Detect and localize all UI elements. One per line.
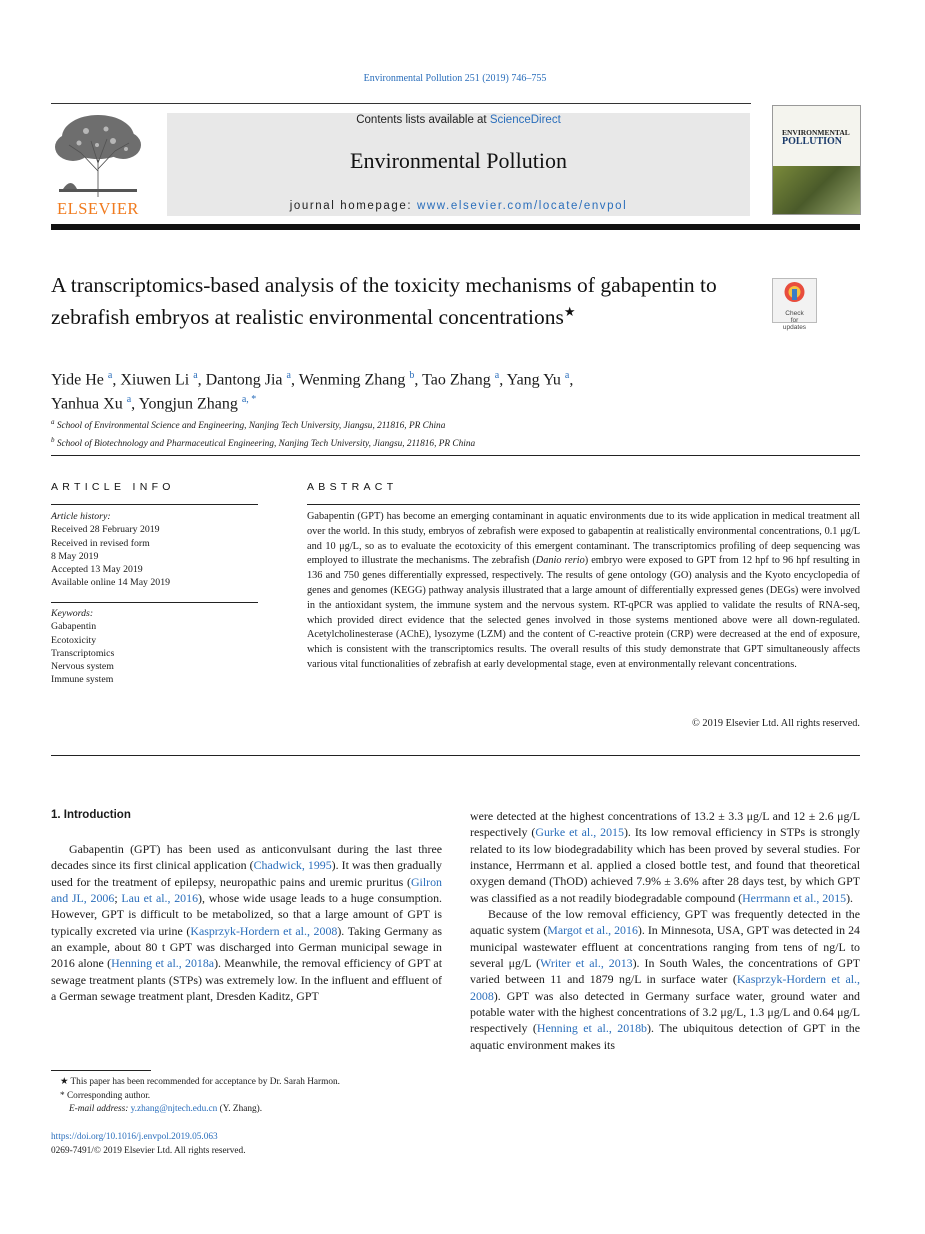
journal-header-banner: [167, 113, 750, 216]
check-for-updates-badge[interactable]: [772, 278, 817, 331]
header-thick-divider: [51, 224, 860, 230]
divider: [51, 755, 860, 756]
sciencedirect-link[interactable]: ScienceDirect: [489, 114, 561, 126]
header-divider: [51, 103, 751, 104]
author-affiliation-mark[interactable]: a: [193, 370, 198, 381]
homepage-prefix: journal homepage:: [289, 200, 417, 212]
paragraph-text: ). Its low removal efficiency in STPs is strongly related to its low biodegradability which has been proved by several studies. For instance, Herrmann et al. applied a closed bottle test, and found that theoretical oxygen demand (ThOD) achieved 7.9% ± 3.6% after 28 days test, by which GPT was classified as a not readily biodegradable compound (: [470, 825, 860, 905]
article-info-heading: ARTICLE INFO: [51, 481, 175, 493]
keywords-label: Keywords:: [51, 608, 94, 619]
paragraph-text: were detected at the highest concentrations of 13.2 ± 3.3 μg/L and 12 ± 2.6 μg/L respectively (: [470, 809, 860, 840]
homepage-line: [167, 200, 750, 212]
author-list: Yide He $^a$, Xiuwen Li $^a$, Dantong Jia $^a$, Wenming Zhang $^b$, Tao Zhang $^a$, Yang Yu $^a$, Yanhua Xu $^a$, Yongjun Zhang $^{a, *}$: [51, 370, 574, 413]
history-item: Received 28 February 2019: [51, 524, 160, 536]
author-affiliation-mark[interactable]: a: [564, 370, 570, 381]
author-name[interactable]: Xiuwen Li: [120, 371, 194, 389]
divider: [51, 455, 860, 456]
history-item: Accepted 13 May 2019: [51, 564, 143, 576]
author-name[interactable]: Yanhua Xu: [51, 395, 127, 413]
citation-link[interactable]: Henning et al., 2018b: [536, 1021, 647, 1036]
article-history: [51, 510, 261, 590]
affiliations: [51, 416, 811, 451]
abstract-copyright: © 2019 Elsevier Ltd. All rights reserved.: [692, 718, 860, 729]
history-item: Received in revised form: [51, 537, 150, 549]
species-name: Danio rerio: [535, 555, 585, 567]
paragraph-text: ). The ubiquitous detection of GPT in the aquatic environment makes its: [470, 1021, 861, 1052]
journal-name: Environmental Pollution: [350, 148, 567, 173]
divider: [307, 504, 860, 505]
affiliation-a: $^a$ School of Environmental Science and Engineering, Nanjing Tech University, Jiangsu, 211816, PR China: [51, 418, 446, 432]
citation-link[interactable]: Lau et al., 2016: [121, 891, 199, 906]
author-affiliation-mark[interactable]: a: [494, 370, 500, 381]
footnote-divider: [51, 1070, 151, 1071]
paragraph-text: ;: [114, 891, 122, 906]
title-footnote-star[interactable]: ★: [563, 303, 576, 319]
divider: [51, 602, 258, 603]
doi-block: [51, 1131, 451, 1158]
issn-copyright: 0269-7491/© 2019 Elsevier Ltd. All rights reserved.: [51, 1145, 246, 1156]
article-title-text: A transcriptomics-based analysis of the toxicity mechanisms of gabapentin to zebrafish embryos at realistic environmental concentrations: [51, 273, 717, 329]
intro-paragraph: [51, 841, 442, 1004]
introduction-heading: 1. Introduction: [51, 809, 131, 821]
citation-link[interactable]: Gurke et al., 2015: [535, 825, 624, 840]
keyword: Nervous system: [51, 661, 114, 673]
intro-paragraph: [470, 808, 860, 906]
paragraph-text: Because of the low removal efficiency, GPT was frequently detected in the aquatic system (: [470, 907, 860, 938]
intro-left-column: [51, 841, 442, 1004]
cover-title-1: ENVIRONMENTAL: [782, 128, 850, 137]
paragraph-text: Gabapentin (GPT) has been used as anticonvulsant during the last three decades since its first clinical application (: [51, 842, 442, 873]
author-name[interactable]: Wenming Zhang: [298, 371, 410, 389]
paragraph-text: ). Meanwhile, the removal efficiency of GPT at sewage treatment plants (STPs) was extremely low. In the influent and effluent of a German sewage treatment plant, Dresden Kaditz, GPT: [51, 956, 442, 1004]
journal-cover-thumbnail[interactable]: [772, 105, 861, 215]
paragraph-text: ). In Minnesota, USA, GPT was detected in 24 municipal wastewater effluent at concentrations ranging from tens of ng/L to several μg/L (: [470, 923, 860, 971]
intro-right-column: [470, 808, 860, 1053]
author-affiliation-mark[interactable]: a: [126, 394, 132, 406]
author-name[interactable]: Dantong Jia: [205, 371, 287, 389]
contents-line: [167, 114, 750, 126]
keyword: Immune system: [51, 674, 114, 686]
paragraph-text: ). It was then gradually used for the treatment of epilepsy, neuropathic pains and uremic pruritus (: [51, 858, 442, 889]
author-affiliation-mark[interactable]: a: [107, 370, 113, 381]
citation-link[interactable]: Kasprzyk-Hordern et al., 2008: [190, 923, 338, 938]
cover-image: [773, 166, 860, 214]
divider: [51, 504, 258, 505]
paragraph-text: ). In South Wales, the concentrations of GPT varied between 11 and 1879 ng/L in surface water (: [470, 956, 861, 987]
footnote-email: E-mail address: y.zhang@njtech.edu.cn (Y. Zhang).: [69, 1104, 263, 1114]
abstract-text: Gabapentin (GPT) has become an emerging contaminant in aquatic environments due to its wide application in medical treatment all over the world. In this study, embryos of zebrafish were exposed to gabapentin at realistically environmental concentrations, 0.1 μg/L and 10 μg/L, so as to evaluate the ecotoxicity of this emergent contaminant. The transcriptomics profiling of deep sequencing was employed to illustrate the mechanisms. The zebrafish (Danio rerio) embryo were exposed to GPT from 12 hpf to 96 hpf resulting in 136 and 750 genes differentially expressed, respectively. The results of gene ontology (GO) analysis and the Kyoto encyclopedia of genes and genomes (KEGG) pathway analysis illustrated that a large amount of differentially expressed genes (DEGs) were involved in the antioxidant system, the immune system and the nervous system. RT-qPCR was applied to validate the results of RNA-seq, which provided direct evidence that the selected genes involved in those systems mentioned above were all down-regulated. Acetylcholinesterase (AChE), lysozyme (LZM) and the content of C-reactive protein (CRP) were decreased at the end of exposure, which is consistent with the transcriptomics results. The overall results of this study demonstrate that GPT simultaneously affects various vital functionalities of zebrafish at early developmental stage, even at environmentally relevant concentrations.: [307, 511, 861, 670]
keyword: Gabapentin: [51, 621, 97, 633]
citation-link[interactable]: Herrmann et al., 2015: [742, 890, 847, 905]
history-item: 8 May 2019: [51, 550, 99, 562]
paragraph-text: ), whose wide usage leads to a huge consumption. However, GPT is difficult to be metabolized, so that a large amount of GPT is typically excreted via urine (: [51, 891, 443, 938]
journal-homepage-link[interactable]: www.elsevier.com/locate/envpol: [416, 200, 628, 212]
article-history-label: Article history:: [51, 511, 111, 522]
paragraph-text: ). Taking Germany as an example, about 80 t GPT was discharged into German municipal sewage in 2016 alone (: [51, 923, 442, 971]
citation-link[interactable]: Gilron and JL, 2006: [51, 874, 442, 906]
crossmark-icon: [773, 279, 816, 305]
author-affiliation-mark[interactable]: b: [409, 370, 415, 381]
email-link[interactable]: y.zhang@njtech.edu.cn: [130, 1104, 218, 1114]
doi-link[interactable]: https://doi.org/10.1016/j.envpol.2019.05.063: [51, 1132, 218, 1142]
keywords: [51, 607, 261, 687]
keyword: Transcriptomics: [51, 647, 115, 659]
citation-link[interactable]: Henning et al., 2018a: [111, 956, 215, 971]
abstract-heading: ABSTRACT: [307, 481, 398, 493]
history-item: Available online 14 May 2019: [51, 577, 170, 589]
check-for-updates-label: Check for updates: [782, 310, 807, 331]
author-name[interactable]: Yide He: [51, 371, 108, 389]
intro-paragraph: [470, 906, 860, 1053]
paragraph-text: ). GPT was also detected in Germany surface water, ground water and potable water with the highest concentrations of 3.2 μg/L, 1.3 μg/L and 0.64 μg/L respectively (: [470, 988, 860, 1036]
footnotes: [51, 1076, 451, 1117]
citation-link[interactable]: Writer et al., 2013: [540, 956, 633, 971]
article-title: [51, 272, 751, 330]
paragraph-text: ).: [846, 890, 854, 905]
citation-link[interactable]: Margot et al., 2016: [547, 923, 638, 938]
author-name[interactable]: Yang Yu: [506, 371, 565, 389]
author-name[interactable]: Tao Zhang: [422, 371, 495, 389]
journal-citation-link[interactable]: Environmental Pollution 251 (2019) 746–755: [363, 73, 547, 84]
author-affiliation-mark[interactable]: a, *: [241, 394, 257, 406]
citation-link[interactable]: Chadwick, 1995: [253, 858, 332, 873]
keyword: Ecotoxicity: [51, 634, 97, 646]
cover-title-2: POLLUTION: [782, 136, 843, 147]
footnote-recommendation: ★ This paper has been recommended for acceptance by Dr. Sarah Harmon.: [60, 1077, 340, 1087]
affiliation-b: $^b$ School of Biotechnology and Pharmaceutical Engineering, Nanjing Tech University, Jiangsu, 211816, PR China: [51, 435, 476, 449]
author-name[interactable]: Yongjun Zhang: [138, 395, 242, 413]
citation-link[interactable]: Kasprzyk-Hordern et al., 2008: [470, 972, 861, 1003]
author-affiliation-mark[interactable]: a: [286, 370, 291, 381]
elsevier-wordmark: ELSEVIER: [57, 199, 139, 218]
contents-prefix: Contents lists available at: [356, 114, 490, 126]
footnote-corresponding: * Corresponding author.: [60, 1090, 151, 1101]
